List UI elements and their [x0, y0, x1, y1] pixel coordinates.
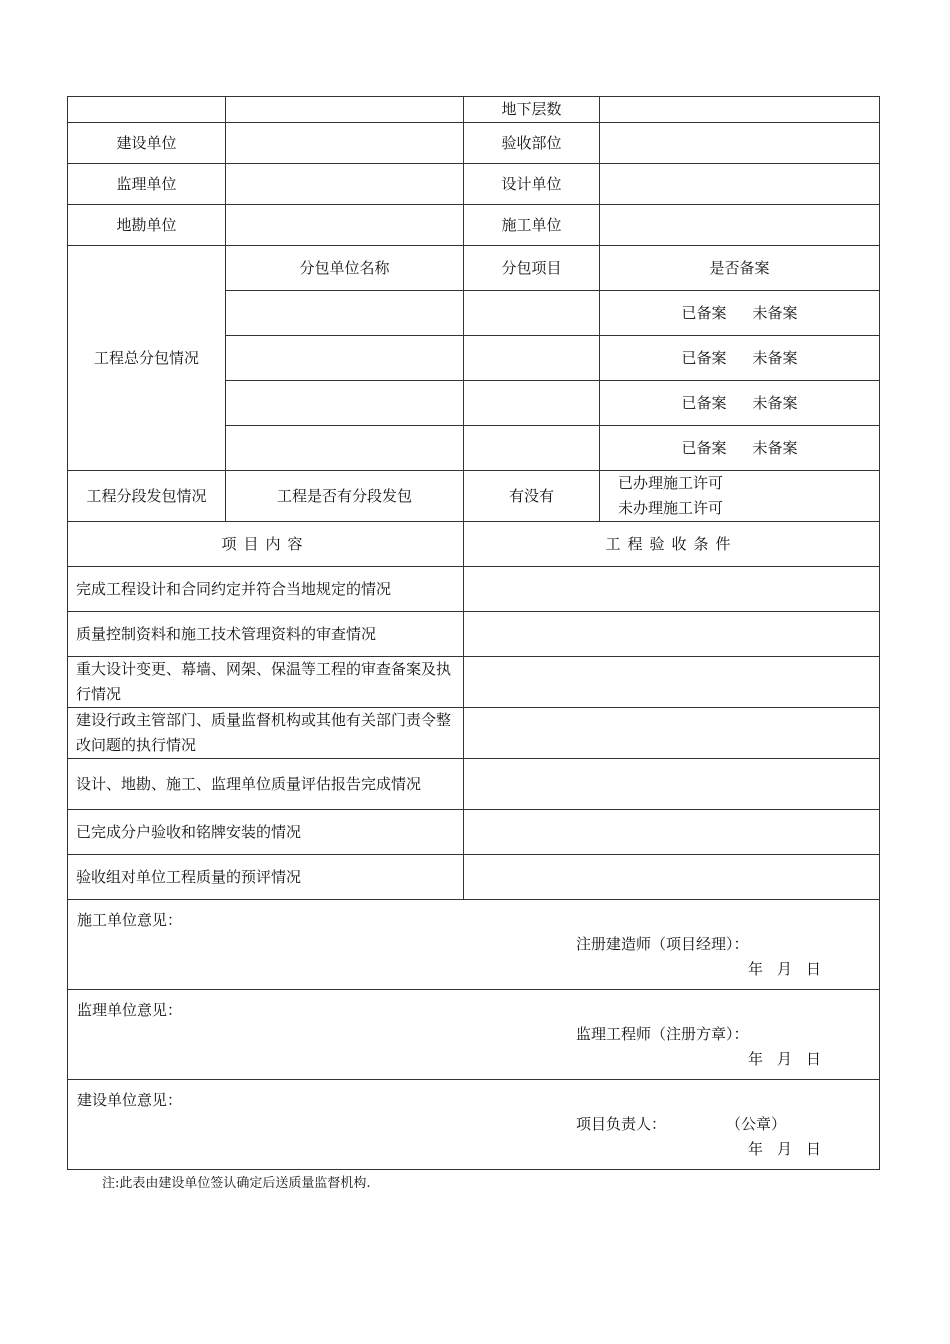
item-condition-field[interactable]: [464, 810, 880, 855]
item-row-label: 建设行政主管部门、质量监督机构或其他有关部门责令整改问题的执行情况: [68, 708, 464, 759]
item-condition-field[interactable]: [464, 657, 880, 708]
item-condition-field[interactable]: [464, 567, 880, 612]
design-unit-label: 设计单位: [464, 164, 600, 205]
not-filed-option[interactable]: 未备案: [752, 438, 798, 457]
owner-opinion-box[interactable]: [68, 1080, 880, 1170]
supervision-date: 年 月 日: [748, 1050, 822, 1068]
item-row-label: 完成工程设计和合同约定并符合当地规定的情况: [68, 567, 464, 612]
owner-opinion-label: 建设单位意见：: [77, 1091, 183, 1109]
owner-date: 年 月 日: [748, 1140, 822, 1158]
subcontract-item-header: 分包项目: [464, 246, 600, 291]
filed-status-options[interactable]: [600, 381, 880, 426]
permit-options[interactable]: [600, 471, 880, 522]
item-condition-field[interactable]: [464, 612, 880, 657]
filed-option[interactable]: 已备案: [681, 303, 727, 322]
item-row-label: 已完成分户验收和铭牌安装的情况: [68, 810, 464, 855]
survey-unit-field[interactable]: [226, 205, 464, 246]
filed-status-options[interactable]: [600, 336, 880, 381]
segment-answer-options[interactable]: 有没有: [464, 471, 600, 522]
item-condition-field[interactable]: [464, 855, 880, 900]
subcontract-item-field[interactable]: [464, 381, 600, 426]
supervision-opinion-box[interactable]: [68, 990, 880, 1080]
not-filed-option[interactable]: 未备案: [752, 348, 798, 367]
construction-date: 年 月 日: [748, 960, 822, 978]
supervision-unit-label: 监理单位: [68, 164, 226, 205]
owner-unit-label: 建设单位: [68, 123, 226, 164]
supervision-unit-field[interactable]: [226, 164, 464, 205]
official-seal-label: （公章）: [726, 1115, 787, 1133]
header-value-field[interactable]: [226, 97, 464, 123]
item-row-label: 重大设计变更、幕墙、网架、保温等工程的审查备案及执行情况: [68, 657, 464, 708]
filed-option[interactable]: 已备案: [681, 393, 727, 412]
subcontractor-name-header: 分包单位名称: [226, 246, 464, 291]
item-row-label: 设计、地勘、施工、监理单位质量评估报告完成情况: [68, 759, 464, 810]
footnote: 注:此表由建设单位签认确定后送质量监督机构.: [102, 1176, 371, 1191]
acceptance-form-table: [67, 96, 880, 1170]
acceptance-part-label: 验收部位: [464, 123, 600, 164]
subcontract-item-field[interactable]: [464, 291, 600, 336]
subcontract-section-label: 工程总分包情况: [68, 246, 226, 471]
filed-option[interactable]: 已备案: [681, 438, 727, 457]
survey-unit-label: 地勘单位: [68, 205, 226, 246]
subcontractor-name-field[interactable]: [226, 381, 464, 426]
filed-status-header: 是否备案: [600, 246, 880, 291]
segment-question: 工程是否有分段发包: [226, 471, 464, 522]
construction-opinion-label: 施工单位意见：: [77, 911, 183, 929]
filed-status-options[interactable]: [600, 426, 880, 471]
item-content-header: 项目内容: [68, 522, 464, 567]
construction-signer-label: 注册建造师（项目经理）：: [576, 935, 749, 953]
owner-signer-label: 项目负责人：: [576, 1115, 667, 1133]
owner-unit-field[interactable]: [226, 123, 464, 164]
item-row-label: 验收组对单位工程质量的预评情况: [68, 855, 464, 900]
subcontractor-name-field[interactable]: [226, 426, 464, 471]
item-condition-field[interactable]: [464, 759, 880, 810]
subcontract-item-field[interactable]: [464, 336, 600, 381]
not-filed-option[interactable]: 未备案: [752, 393, 798, 412]
underground-floors-field[interactable]: [600, 97, 880, 123]
subcontractor-name-field[interactable]: [226, 336, 464, 381]
subcontractor-name-field[interactable]: [226, 291, 464, 336]
item-row-label: 质量控制资料和施工技术管理资料的审查情况: [68, 612, 464, 657]
acceptance-condition-header: 工程验收条件: [464, 522, 880, 567]
filed-status-options[interactable]: [600, 291, 880, 336]
contractor-unit-label: 施工单位: [464, 205, 600, 246]
subcontract-item-field[interactable]: [464, 426, 600, 471]
segment-contract-label: 工程分段发包情况: [68, 471, 226, 522]
construction-opinion-box[interactable]: [68, 900, 880, 990]
underground-floors-label: 地下层数: [464, 97, 600, 123]
permit-not-issued-option[interactable]: 未办理施工许可: [618, 499, 724, 517]
not-filed-option[interactable]: 未备案: [752, 303, 798, 322]
header-label: [68, 97, 226, 123]
permit-issued-option[interactable]: 已办理施工许可: [618, 474, 724, 492]
item-condition-field[interactable]: [464, 708, 880, 759]
design-unit-field[interactable]: [600, 164, 880, 205]
supervision-signer-label: 监理工程师（注册方章）：: [576, 1025, 749, 1043]
acceptance-part-field[interactable]: [600, 123, 880, 164]
filed-option[interactable]: 已备案: [681, 348, 727, 367]
supervision-opinion-label: 监理单位意见：: [77, 1001, 183, 1019]
contractor-unit-field[interactable]: [600, 205, 880, 246]
